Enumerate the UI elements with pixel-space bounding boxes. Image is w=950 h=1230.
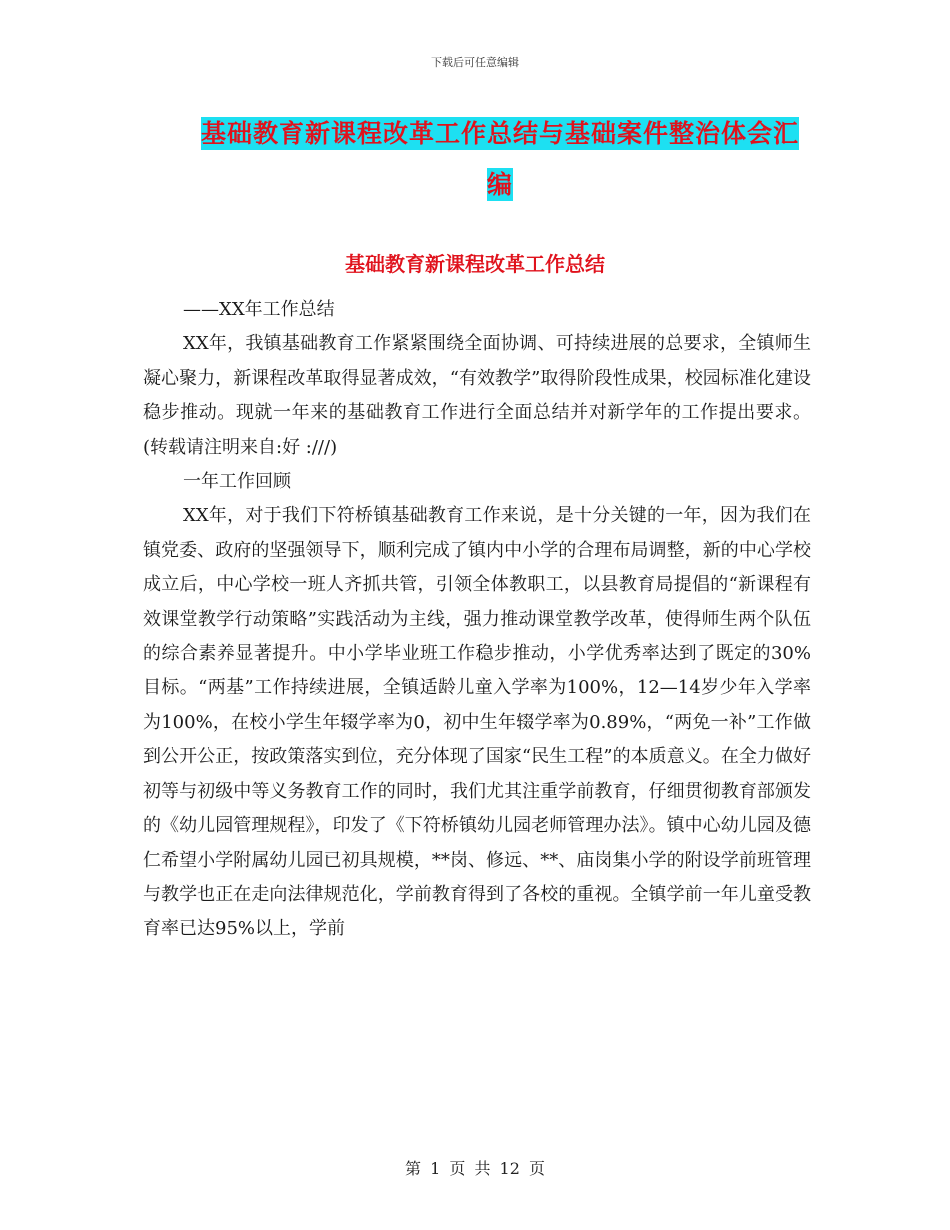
document-title-block <box>190 110 810 212</box>
section-title: 基础教育新课程改革工作总结 <box>345 252 605 276</box>
paragraph-heading-review: 一年工作回顾 <box>183 471 291 493</box>
paragraph-intro: XX年，我镇基础教育工作紧紧围绕全面协调、可持续进展的总要求，全镇师生凝心聚力，新课程改革取得显著成效，“有效教学”取得阶段性成果，校园标准化建设稳步推动。现就一年来的基础教育工作进行全面总结并对新学年的工作提出要求。(转载请注明来自:好 :///) <box>143 333 811 458</box>
document-title: 基础教育新课程改革工作总结与基础案件整治体会汇编 <box>200 119 799 199</box>
document-body <box>143 293 811 947</box>
page-header: 下载后可任意编辑 <box>431 56 519 69</box>
paragraph-review-body: XX年，对于我们下符桥镇基础教育工作来说，是十分关键的一年，因为我们在镇党委、政府的坚强领导下，顺利完成了镇内中小学的合理布局调整，新的中心学校成立后，中心学校一班人齐抓共管，引领全体教职工，以县教育局提倡的“新课程有效课堂教学行动策略”实践活动为主线，强力推动课堂教学改革，使得师生两个队伍的综合素养显著提升。中小学毕业班工作稳步推动，小学优秀率达到了既定的30%目标。“两基”工作持续进展，全镇适龄儿童入学率为100%，12—14岁少年入学率为100%，在校小学生年辍学率为0，初中生年辍学率为0.89%，“两免一补”工作做到公开公正，按政策落实到位，充分体现了国家“民生工程”的本质意义。在全力做好初等与初级中等义务教育工作的同时，我们尤其注重学前教育，仔细贯彻教育部颁发的《幼儿园管理规程》，印发了《下符桥镇幼儿园老师管理办法》。镇中心幼儿园及德仁希望小学附属幼儿园已初具规模，**岗、修远、**、庙岗集小学的附设学前班管理与教学也正在走向法律规范化，学前教育得到了各校的重视。全镇学前一年儿童受教育率已达95%以上，学前 <box>143 505 811 940</box>
paragraph-byline: ——XX年工作总结 <box>183 299 335 320</box>
page-number: 第 1 页 共 12 页 <box>405 1159 545 1178</box>
